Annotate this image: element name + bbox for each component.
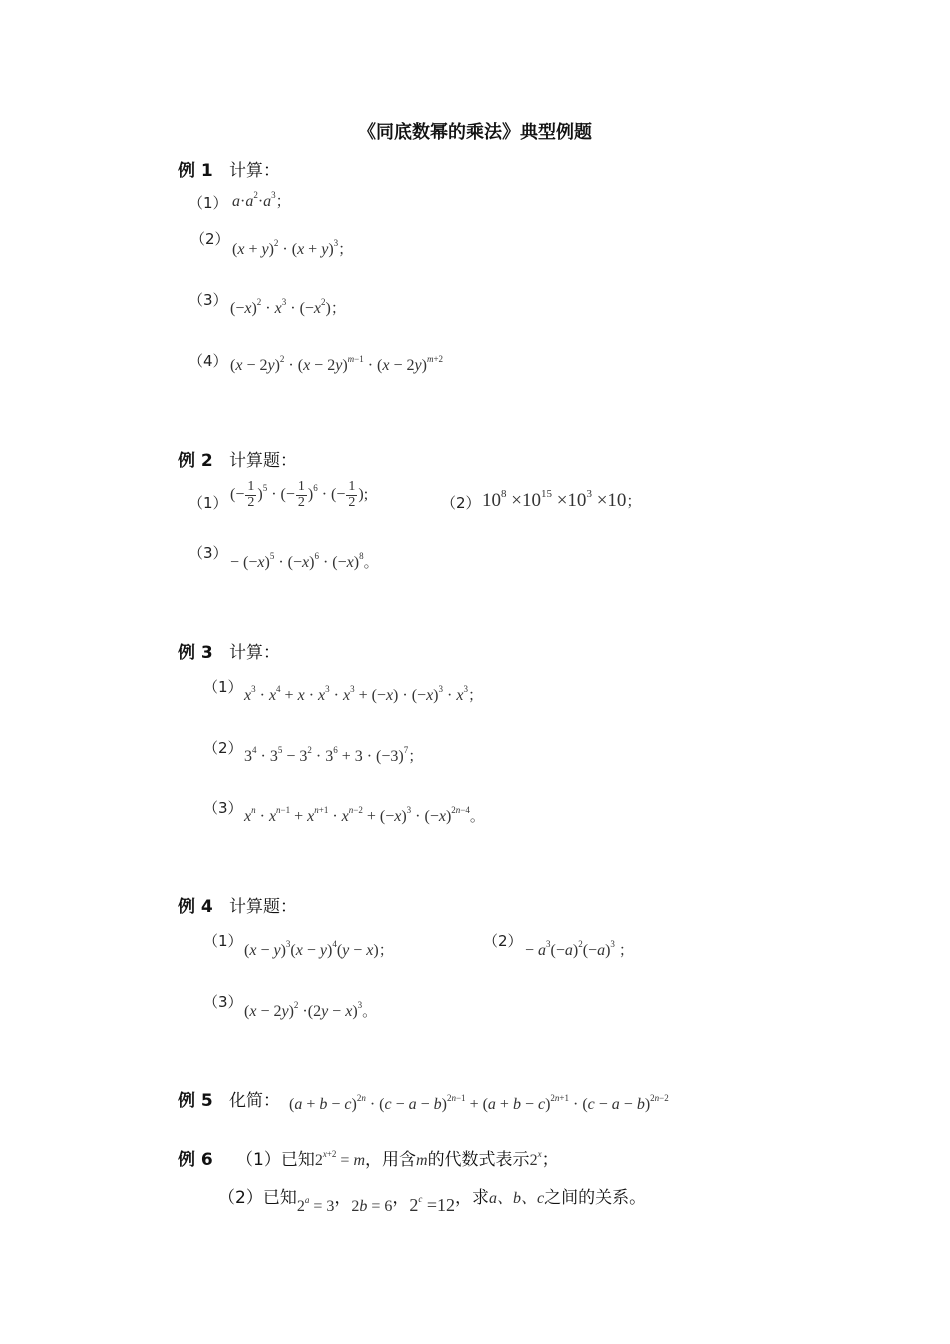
ex2-item-1-label: （1） <box>188 494 228 512</box>
ex1-item-2-expression: $(x + y)^2 \cdot (x + y)^3$； <box>232 237 354 258</box>
example-1-heading: 例 1 计算： <box>178 161 280 181</box>
ex1-item-2-label: （2） <box>190 230 230 248</box>
ex4-item-3-expression: $(x - 2y)^2 \cdot(2y - x)^3$。 <box>244 999 378 1020</box>
ex3-item-3-expression: $x^n \cdot x^{n-1} + x^{n+1} \cdot x^{n-2} + (-x)^3 \cdot (-x)^{2n-4}$。 <box>244 804 485 825</box>
ex6-part-2: （2）已知$2^a = 3$，2b = 6，$2^c =12$，求a、b、c之间的关系。 <box>218 1188 647 1215</box>
ex1-item-1-label: （1） <box>188 194 228 212</box>
document-title: 《同底数幂的乘法》典型例题 <box>358 122 592 143</box>
ex3-item-2-expression: $3^4 \cdot 3^5 - 3^2 \cdot 3^6 + 3 \cdot (-3)^7$； <box>244 744 424 765</box>
ex4-item-1-label: （1） <box>203 932 243 950</box>
ex3-item-2-label: （2） <box>203 739 243 757</box>
example-5-heading: 例 5 化简： <box>178 1091 280 1111</box>
ex3-item-1-expression: $x^3 \cdot x^4 + x \cdot x^3 \cdot x^3 + (-x) \cdot (-x)^3 \cdot x^3$； <box>244 683 483 704</box>
example-3-heading: 例 3 计算： <box>178 643 280 663</box>
ex5-expression: $(a + b - c)^{2n} \cdot (c - a - b)^{2n-1} + (a + b - c)^{2n+1} \cdot (c - a - b)^{2n-2}$ <box>289 1092 669 1113</box>
ex4-item-1-expression: $(x - y)^3(x - y)^4(y - x)$； <box>244 938 394 959</box>
example-6-heading: 例 6 <box>178 1150 213 1170</box>
ex1-item-4-label: （4） <box>188 352 228 370</box>
ex4-item-2-expression: − $a^3(-a)^2(-a)^3$ ； <box>525 938 634 959</box>
ex2-item-1-expression: (− $\frac{1}{2}$ )$^5$ · (− $\frac{1}{2}$ )$^6$ · (− $\frac{1}{2}$ ); <box>230 479 369 510</box>
ex4-item-3-label: （3） <box>203 993 243 1011</box>
ex1-item-1-expression: $a\cdot a^2\cdot a^3$； <box>232 189 291 210</box>
ex3-item-3-label: （3） <box>203 799 243 817</box>
ex3-item-1-label: （1） <box>203 678 243 696</box>
example-2-heading: 例 2 计算题： <box>178 451 297 471</box>
ex2-item-3-label: （3） <box>188 544 228 562</box>
ex4-item-2-label: （2） <box>483 932 523 950</box>
ex1-item-3-expression: $(-x)^2 \cdot x^3 \cdot (-x^2)$； <box>230 296 346 317</box>
ex1-item-3-label: （3） <box>188 291 228 309</box>
ex6-part-1: （1）已知$2^{x+2} = m$，用含m的代数式表示2$^x$； <box>236 1148 559 1170</box>
ex2-item-2-label: （2） <box>441 494 481 512</box>
ex2-item-2-expression: $10^8 \times 10^{15} \times 10^3 \times 10$； <box>482 487 642 511</box>
ex1-item-4-expression: $(x - 2y)^2 \cdot (x - 2y)^{m-1} \cdot (x - 2y)^{m+2}$ <box>230 353 444 374</box>
ex2-item-3-expression: − $(-x)^5 \cdot (-x)^6 \cdot (-x)^8$。 <box>230 550 379 571</box>
example-4-heading: 例 4 计算题： <box>178 897 297 917</box>
